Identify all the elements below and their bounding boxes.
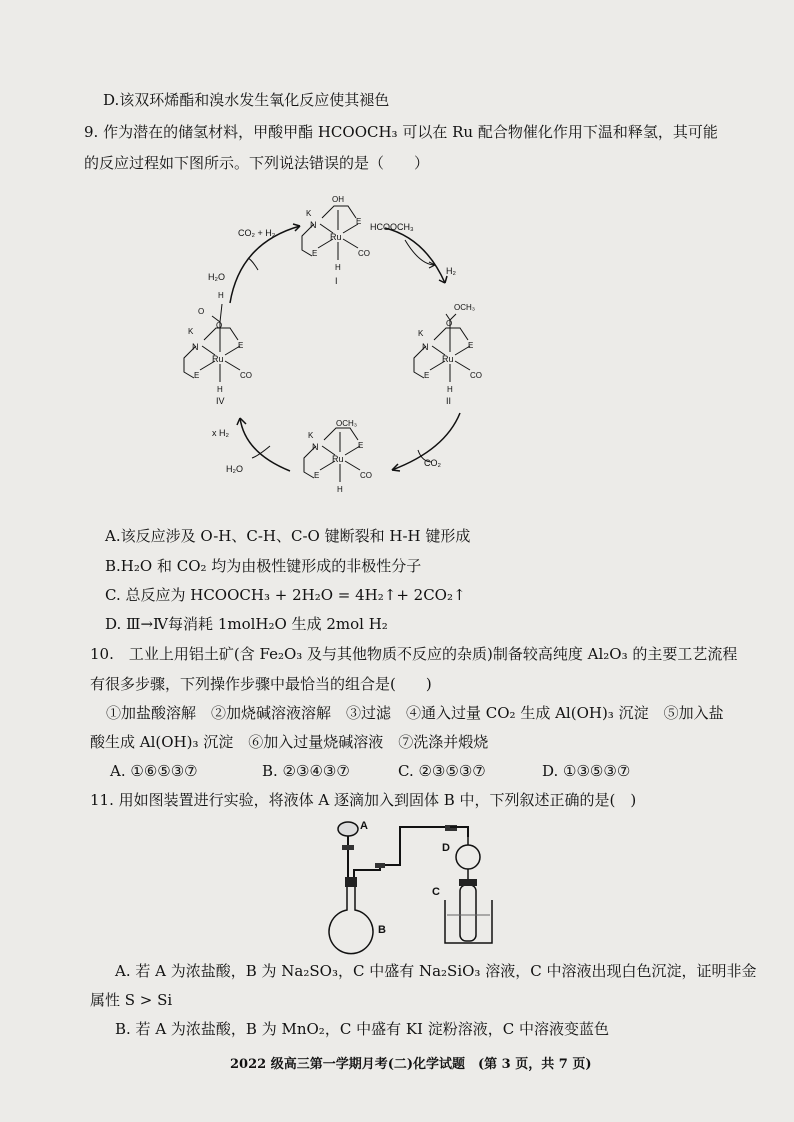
- e-atom-label-1a: E: [356, 217, 362, 226]
- k-atom-label-1: K: [306, 209, 312, 218]
- species-label-iv: IV: [216, 396, 225, 406]
- q8-option-d: D.该双环烯酯和溴水发生氧化反应使其褪色: [103, 91, 390, 109]
- o-atom-label-2: O: [446, 319, 453, 328]
- xh2-product-label: x H₂: [212, 428, 229, 438]
- h-atom-label-1: H: [335, 263, 341, 272]
- q9-stem-line1: 9. 作为潜在的储氢材料，甲酸甲酯 HCOOCH₃ 可以在 Ru 配合物催化作用下温和释氢，其可能: [84, 123, 718, 141]
- gas-generation-apparatus: [320, 815, 520, 955]
- h2-product-label: H₂: [446, 266, 456, 276]
- q11-option-b: B. 若 A 为浓盐酸，B 为 MnO₂，C 中盛有 KI 淀粉溶液，C 中溶液变蓝色: [115, 1020, 609, 1038]
- co-group-label-3: CO: [360, 471, 372, 480]
- q10-stem-line2: 有很多步骤，下列操作步骤中最恰当的组合是( ): [90, 675, 432, 693]
- h-atom-label-3: H: [337, 485, 343, 493]
- q10-option-c: C. ②③⑤③⑦: [398, 762, 486, 780]
- hcooch3-reactant-label: HCOOCH₃: [370, 222, 414, 232]
- label-d: D: [442, 842, 450, 854]
- co2-product-label: CO₂: [424, 458, 441, 468]
- n-atom-label-3: N: [312, 442, 319, 452]
- k-atom-label-3: K: [308, 431, 314, 440]
- n-atom-label-2: N: [422, 342, 429, 352]
- label-c: C: [432, 886, 440, 898]
- q10-steps-line2: 酸生成 Al(OH)₃ 沉淀 ⑥加入过量烧碱溶液 ⑦洗涤并煅烧: [90, 733, 489, 751]
- ru-atom-label-3: Ru: [332, 454, 344, 464]
- e-atom-label-3b: E: [314, 471, 320, 480]
- label-a: A: [360, 820, 368, 832]
- h2o-reactant-label-bottom: H₂O: [226, 464, 243, 474]
- o-atom-label-4b: O: [198, 307, 205, 316]
- e-atom-label-4b: E: [194, 371, 200, 380]
- q9-option-d: D. Ⅲ→Ⅳ每消耗 1molH₂O 生成 2mol H₂: [105, 615, 388, 633]
- co-group-label-4: CO: [240, 371, 252, 380]
- q11-stem: 11. 用如图装置进行实验，将液体 A 逐滴加入到固体 B 中，下列叙述正确的是( ): [90, 791, 637, 809]
- h-atom-label-4a: H: [218, 291, 224, 300]
- q10-stem-line1: 10. 工业上用铝土矿(含 Fe₂O₃ 及与其他物质不反应的杂质)制备较高纯度 Al₂O₃ 的主要工艺流程: [90, 645, 738, 663]
- q9-stem-line2: 的反应过程如下图所示。下列说法错误的是（ ）: [84, 154, 430, 172]
- co2-h2-product-label: CO₂ + H₂: [238, 228, 276, 238]
- e-atom-label-1b: E: [312, 249, 318, 258]
- q10-option-b: B. ②③④③⑦: [262, 762, 350, 780]
- och3-group-label-2: OCH₃: [454, 303, 476, 312]
- q9-option-b: B.H₂O 和 CO₂ 均为由极性键形成的非极性分子: [105, 557, 422, 575]
- n-atom-label-4: N: [192, 342, 199, 352]
- co-group-label-2: CO: [470, 371, 482, 380]
- ru-atom-label-4: Ru: [212, 354, 224, 364]
- co-group-label-1: CO: [358, 249, 370, 258]
- k-atom-label-4: K: [188, 327, 194, 336]
- o-atom-label-4a: O: [216, 321, 223, 330]
- species-label-i: I: [335, 276, 338, 286]
- ru-atom-label-1: Ru: [330, 232, 342, 242]
- page-footer: 2022 级高三第一学期月考(二)化学试题 (第 3 页，共 7 页): [230, 1057, 592, 1072]
- h2o-reactant-label-left: H₂O: [208, 272, 225, 282]
- e-atom-label-3a: E: [358, 441, 364, 450]
- ru-atom-label-2: Ru: [442, 354, 454, 364]
- q10-option-a: A. ①⑥⑤③⑦: [110, 762, 198, 780]
- label-b: B: [378, 924, 386, 936]
- species-label-ii: II: [446, 396, 452, 406]
- e-atom-label-2b: E: [424, 371, 430, 380]
- oh-group-label: OH: [332, 195, 344, 204]
- q10-steps-line1: ①加盐酸溶解 ②加烧碱溶液溶解 ③过滤 ④通入过量 CO₂ 生成 Al(OH)₃ 沉淀 ⑤加入盐: [106, 704, 724, 722]
- q10-option-d: D. ①③⑤③⑦: [542, 762, 631, 780]
- catalytic-cycle-diagram: [160, 188, 520, 493]
- q11-option-a-line1: A. 若 A 为浓盐酸，B 为 Na₂SO₃，C 中盛有 Na₂SiO₃ 溶液，C 中溶液出现白色沉淀，证明非金: [115, 962, 757, 980]
- e-atom-label-4a: E: [238, 341, 244, 350]
- q9-option-a: A.该反应涉及 O-H、C-H、C-O 键断裂和 H-H 键形成: [105, 527, 471, 545]
- n-atom-label-1: N: [310, 220, 317, 230]
- k-atom-label-2: K: [418, 329, 424, 338]
- q11-option-a-line2: 属性 S > Si: [90, 991, 173, 1009]
- q9-option-c: C. 总反应为 HCOOCH₃ + 2H₂O = 4H₂↑+ 2CO₂↑: [105, 586, 466, 604]
- e-atom-label-2a: E: [468, 341, 474, 350]
- h-atom-label-4: H: [217, 385, 223, 394]
- h-atom-label-2: H: [447, 385, 453, 394]
- och3-group-label-3: OCH₃: [336, 419, 358, 428]
